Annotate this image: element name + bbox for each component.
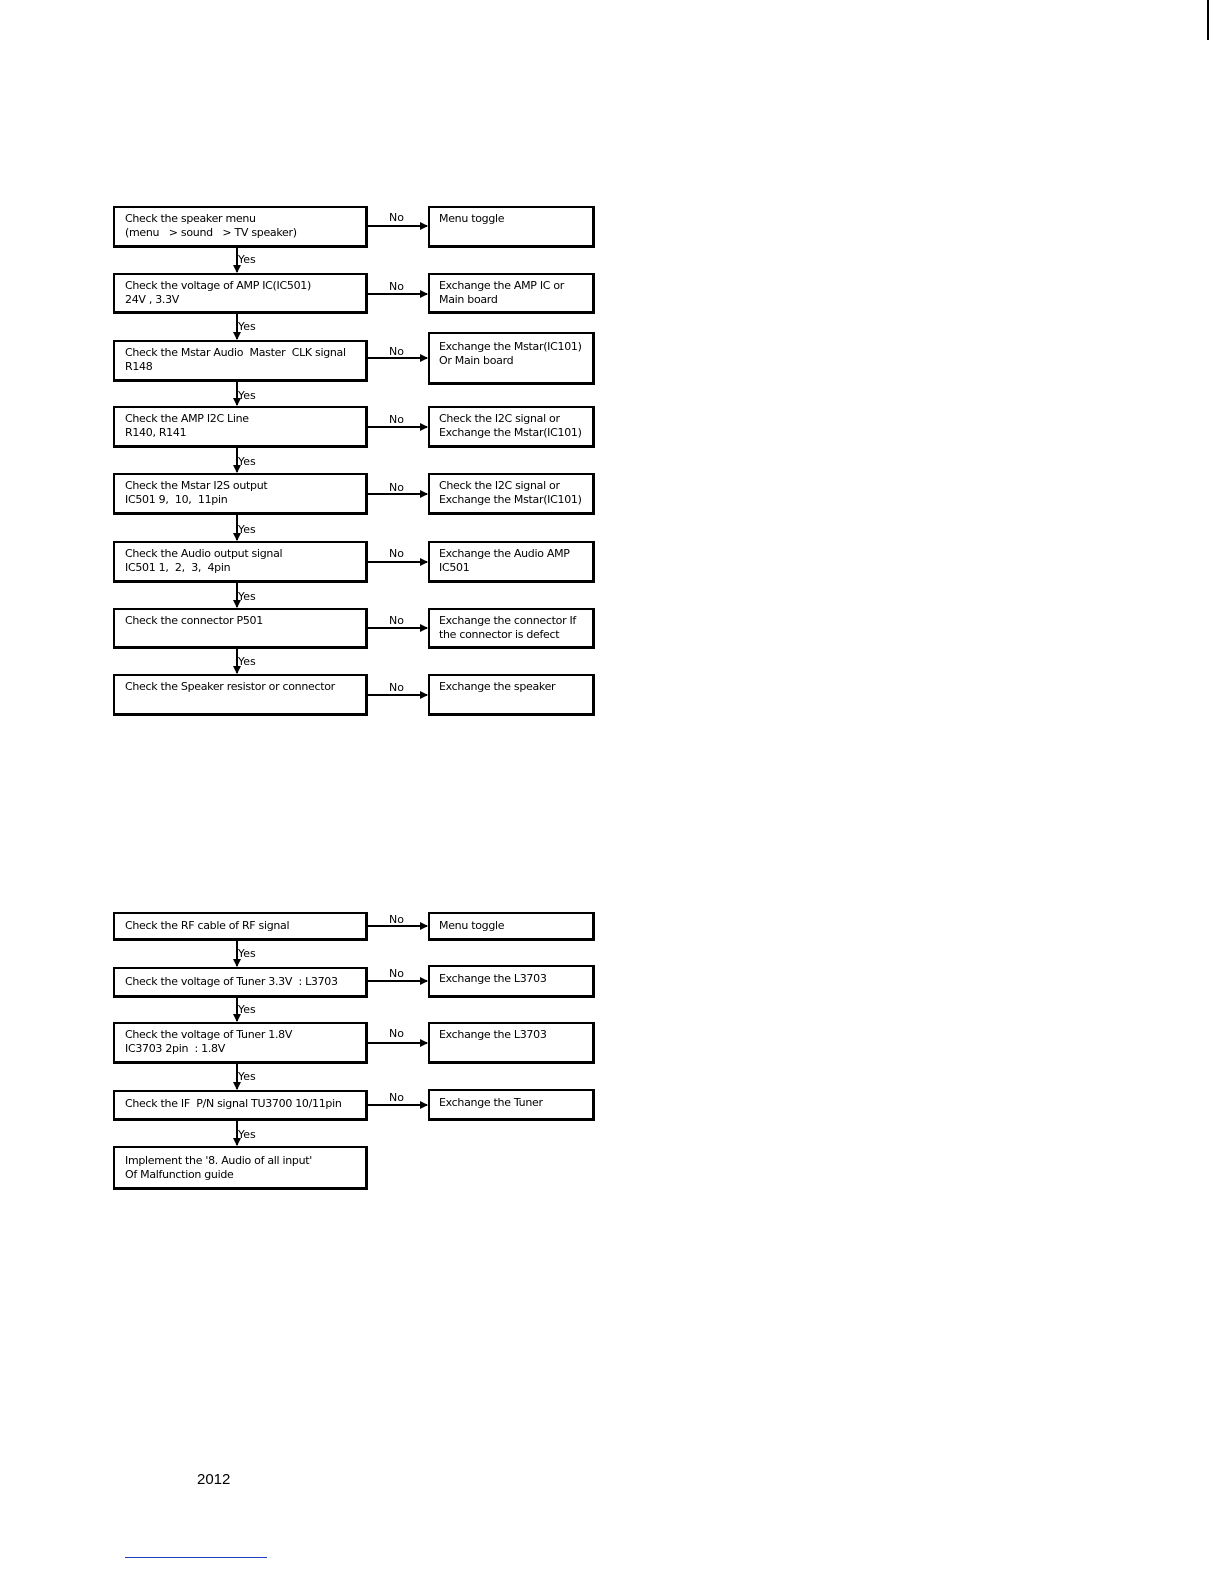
check-step-text: Check the Speaker resistor or connector (125, 680, 335, 693)
action-step-2 (428, 965, 595, 998)
action-step-text: Check the I2C signal or Exchange the Mstar(IC101) (439, 412, 582, 439)
check-step-4 (113, 406, 368, 448)
check-step-1 (113, 206, 368, 248)
action-step-text: Exchange the L3703 (439, 972, 547, 985)
action-step-text: Menu toggle (439, 212, 505, 225)
action-step-text: Exchange the Mstar(IC101) Or Main board (439, 340, 582, 367)
action-step-3 (428, 332, 595, 385)
action-step-2 (428, 273, 595, 314)
action-step-1 (428, 912, 595, 941)
check-step-text: Implement the '8. Audio of all input' Of Malfunction guide (125, 1154, 313, 1181)
action-step-3 (428, 1022, 595, 1064)
no-label: No (389, 614, 404, 627)
no-label: No (389, 913, 404, 926)
action-step-text: Exchange the Audio AMP IC501 (439, 547, 570, 574)
check-step-2 (113, 273, 368, 314)
check-step-3 (113, 340, 368, 382)
check-step-text: Check the Mstar Audio Master CLK signal R148 (125, 346, 346, 373)
check-step-text: Check the voltage of AMP IC(IC501) 24V , 3.3V (125, 279, 311, 306)
action-step-text: Exchange the L3703 (439, 1028, 547, 1041)
no-label: No (389, 1091, 404, 1104)
check-step-5 (113, 473, 368, 515)
action-step-text: Exchange the connector If the connector is defect (439, 614, 577, 641)
check-step-6 (113, 541, 368, 583)
action-step-text: Exchange the Tuner (439, 1096, 543, 1109)
action-step-text: Menu toggle (439, 919, 505, 932)
check-step-8 (113, 674, 368, 716)
check-step-text: Check the RF cable of RF signal (125, 919, 290, 932)
no-label: No (389, 345, 404, 358)
action-step-text: Exchange the AMP IC or Main board (439, 279, 565, 306)
footer-rule (125, 1557, 267, 1558)
check-step-5 (113, 1146, 368, 1190)
action-step-4 (428, 406, 595, 448)
check-step-3 (113, 1022, 368, 1064)
action-step-5 (428, 473, 595, 515)
yes-label: Yes (238, 1128, 256, 1141)
no-label: No (389, 967, 404, 980)
check-step-text: Check the Audio output signal IC501 1, 2, 3, 4pin (125, 547, 283, 574)
yes-label: Yes (238, 320, 256, 333)
yes-label: Yes (238, 590, 256, 603)
no-label: No (389, 413, 404, 426)
check-step-4 (113, 1090, 368, 1121)
check-step-1 (113, 912, 368, 941)
action-step-text: Check the I2C signal or Exchange the Mstar(IC101) (439, 479, 582, 506)
check-step-7 (113, 608, 368, 649)
action-step-7 (428, 608, 595, 649)
yes-label: Yes (238, 523, 256, 536)
yes-label: Yes (238, 455, 256, 468)
footer-year: 2012 (197, 1471, 231, 1488)
yes-label: Yes (238, 253, 256, 266)
yes-label: Yes (238, 1070, 256, 1083)
yes-label: Yes (238, 947, 256, 960)
action-step-6 (428, 541, 595, 583)
check-step-text: Check the speaker menu (menu > sound > TV speaker) (125, 212, 297, 239)
check-step-text: Check the Mstar I2S output IC501 9, 10, 11pin (125, 479, 268, 506)
no-label: No (389, 547, 404, 560)
check-step-text: Check the AMP I2C Line R140, R141 (125, 412, 249, 439)
no-label: No (389, 280, 404, 293)
action-step-text: Exchange the speaker (439, 680, 556, 693)
check-step-text: Check the connector P501 (125, 614, 263, 627)
no-label: No (389, 211, 404, 224)
no-label: No (389, 481, 404, 494)
check-step-text: Check the voltage of Tuner 1.8V IC3703 2pin : 1.8V (125, 1028, 293, 1055)
no-label: No (389, 681, 404, 694)
check-step-text: Check the IF P/N signal TU3700 10/11pin (125, 1097, 342, 1110)
yes-label: Yes (238, 389, 256, 402)
action-step-8 (428, 674, 595, 716)
check-step-2 (113, 967, 368, 998)
yes-label: Yes (238, 655, 256, 668)
action-step-1 (428, 206, 595, 248)
check-step-text: Check the voltage of Tuner 3.3V : L3703 (125, 975, 338, 988)
action-step-4 (428, 1089, 595, 1121)
yes-label: Yes (238, 1003, 256, 1016)
no-label: No (389, 1027, 404, 1040)
